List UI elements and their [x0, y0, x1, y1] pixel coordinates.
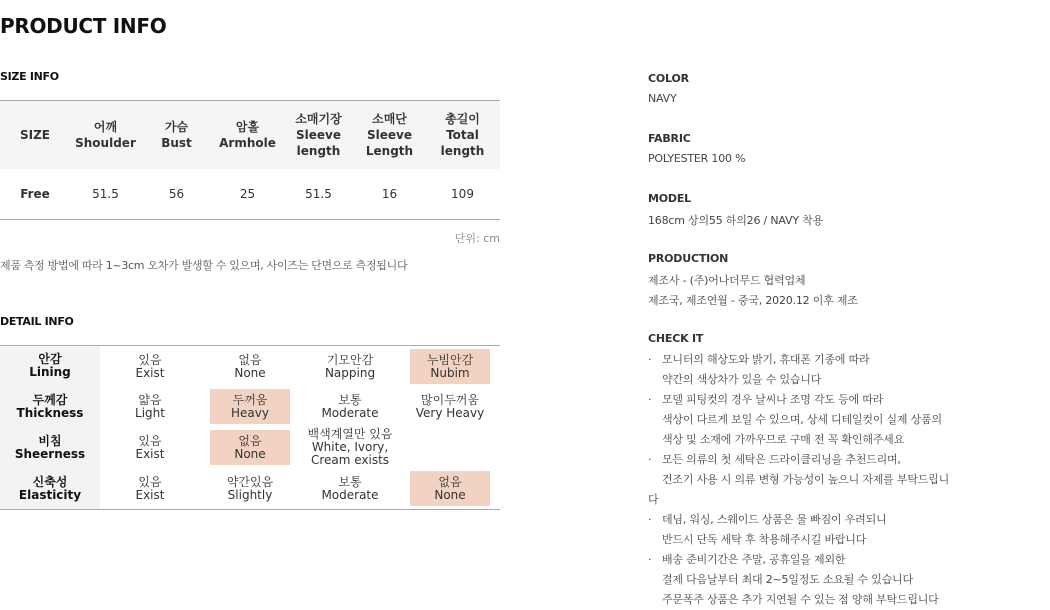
size-table-header	[0, 101, 500, 170]
color-label: COLOR	[648, 72, 689, 85]
check-item-line: 다	[648, 493, 659, 506]
detail-option-text: Moderate	[321, 487, 379, 502]
detail-option	[300, 471, 400, 506]
detail-table	[0, 345, 500, 510]
cell-size: Free	[0, 169, 70, 220]
check-item-line: 모델 피팅컷의 경우 날씨나 조명 각도 등에 따라	[662, 393, 884, 406]
detail-row-label-text: Lining	[29, 365, 71, 379]
header-sleeve-end: 소매단 Sleeve Length	[354, 101, 425, 170]
detail-option-text: 보통	[338, 474, 362, 489]
list-item	[648, 350, 948, 390]
check-item-line: 색상이 다르게 보일 수 있으며, 상세 디테일컷이 실제 상품의	[662, 413, 942, 426]
detail-option	[410, 389, 490, 424]
bullet-icon: ·	[648, 353, 652, 366]
table-row	[0, 169, 500, 220]
detail-option	[300, 389, 400, 424]
detail-option-text: 없음	[238, 433, 262, 448]
detail-option-text: Exist	[135, 446, 165, 461]
size-table	[0, 100, 500, 220]
detail-option-text: 있음	[138, 474, 162, 489]
detail-option-text: None	[434, 487, 466, 502]
detail-option-text: Napping	[324, 365, 376, 380]
detail-option-text: Cream exists	[310, 453, 390, 467]
detail-option-text: 얇음	[138, 392, 162, 407]
header-sleeve-length: 소매기장 Sleeve length	[283, 101, 354, 170]
detail-row-label-text: Thickness	[16, 405, 84, 420]
cell-sleeve-end: 16	[354, 169, 425, 220]
model-value: 168cm 상의55 하의26 / NAVY 착용	[648, 214, 823, 227]
detail-row-label	[0, 468, 100, 509]
detail-option	[210, 349, 290, 384]
color-value: NAVY	[648, 92, 677, 105]
page-title: PRODUCT INFO	[0, 14, 167, 38]
detail-option-text: 기모안감	[326, 352, 374, 367]
detail-row-label-text: 신축성	[32, 474, 68, 489]
header-bust: 가슴 Bust	[141, 101, 212, 170]
table-row	[0, 346, 500, 386]
header-shoulder: 어깨 Shoulder	[70, 101, 141, 170]
detail-option-text: Light	[135, 405, 165, 420]
check-item-line: 반드시 단독 세탁 후 착용해주시길 바랍니다	[662, 533, 867, 546]
header-size: SIZE	[0, 101, 70, 170]
header-total-length: 총길이 Total length	[425, 101, 500, 170]
list-item	[648, 390, 948, 450]
detail-option-selected	[210, 389, 290, 424]
cell-sleeve-length: 51.5	[283, 169, 354, 220]
detail-option-text: 누빔안감	[426, 352, 474, 367]
cell-bust: 56	[141, 169, 212, 220]
production-label: PRODUCTION	[648, 252, 729, 265]
detail-option-text: Moderate	[321, 405, 379, 420]
detail-option-text: None	[234, 446, 266, 461]
bullet-icon: ·	[648, 393, 652, 406]
production-line: 제조국, 제조연월 - 중국, 2020.12 이후 제조	[648, 294, 858, 307]
cell-total-length: 109	[425, 169, 500, 220]
detail-row-label	[0, 386, 100, 427]
detail-option	[300, 349, 400, 384]
fabric-value: POLYESTER 100 %	[648, 152, 746, 165]
check-item-line: 색상 및 소재에 가까우므로 구매 전 꼭 확인해주세요	[662, 433, 905, 446]
detail-option-selected	[410, 349, 490, 384]
detail-option-text: Slightly	[227, 487, 273, 502]
detail-option-text: 보통	[338, 392, 362, 407]
detail-row-label-text: 두께감	[32, 392, 68, 407]
detail-option-text: 백색계열만 있음	[307, 427, 393, 441]
cell-shoulder: 51.5	[70, 169, 141, 220]
check-item-line: 결제 다음날부터 최대 2~5일정도 소요될 수 있습니다	[662, 573, 913, 586]
detail-row-label	[0, 427, 100, 468]
detail-option-text: None	[234, 365, 266, 380]
detail-option-text: 없음	[438, 474, 462, 489]
header-armhole: 암홀 Armhole	[212, 101, 283, 170]
detail-option-text: 약간있음	[226, 474, 274, 489]
detail-option-text: 두꺼움	[232, 392, 268, 407]
detail-option-text: 있음	[138, 352, 162, 367]
detail-option	[410, 430, 490, 465]
detail-option-text: Very Heavy	[415, 405, 485, 420]
detail-option-selected	[410, 471, 490, 506]
measurement-note: 제품 측정 방법에 따라 1~3cm 오차가 발생할 수 있으며, 사이즈는 단면으로 측정됩니다	[0, 259, 408, 272]
detail-row-label-text: Sheerness	[14, 446, 86, 461]
detail-option	[110, 349, 190, 384]
check-item-line: 약간의 색상차가 있을 수 있습니다	[662, 373, 822, 386]
detail-option-text: Exist	[135, 487, 165, 502]
bullet-icon: ·	[648, 453, 652, 466]
check-item-line: 모니터의 해상도와 밝기, 휴대폰 기종에 따라	[662, 353, 870, 366]
production-line: 제조사 - (주)어나더무드 협력업체	[648, 274, 806, 287]
check-it-label: CHECK IT	[648, 332, 704, 345]
detail-option	[110, 471, 190, 506]
detail-option-selected	[210, 430, 290, 465]
detail-option	[110, 389, 190, 424]
detail-option-text: 많이두꺼움	[421, 392, 479, 407]
check-item-line: 모든 의류의 첫 세탁은 드라이클리닝을 추천드리며,	[662, 453, 901, 466]
detail-option-text: White, Ivory,	[311, 440, 389, 454]
list-item	[648, 550, 948, 610]
detail-row-label	[0, 346, 100, 386]
detail-row-label-text: 비침	[38, 433, 62, 448]
bullet-icon: ·	[648, 513, 652, 526]
detail-row-label-text: Elasticity	[18, 487, 82, 502]
fabric-label: FABRIC	[648, 132, 691, 145]
cell-armhole: 25	[212, 169, 283, 220]
unit-label: 단위: cm	[454, 232, 500, 245]
detail-option	[210, 471, 290, 506]
detail-row-label-text: 안감	[38, 352, 62, 366]
detail-info-label: DETAIL INFO	[0, 315, 74, 328]
detail-option-text: Exist	[135, 365, 165, 380]
check-item-line: 주문폭주 상품은 추가 지연될 수 있는 점 양해 부탁드립니다	[662, 593, 939, 606]
detail-option-text: Nubim	[430, 365, 470, 380]
detail-option	[110, 430, 190, 465]
check-list	[648, 350, 948, 610]
table-row	[0, 427, 500, 468]
table-row	[0, 468, 500, 509]
list-item	[648, 510, 948, 550]
check-item-line: 건조기 사용 시 의류 변형 가능성이 높으니 자제를 부탁드립니	[662, 473, 950, 486]
model-label: MODEL	[648, 192, 691, 205]
detail-option-text: 없음	[238, 352, 262, 367]
check-item-line: 데님, 워싱, 스웨이드 상품은 물 빠짐이 우려되니	[662, 513, 887, 526]
list-item	[648, 450, 948, 510]
size-info-label: SIZE INFO	[0, 70, 59, 83]
table-row	[0, 386, 500, 427]
detail-option	[300, 427, 400, 467]
bullet-icon: ·	[648, 553, 652, 566]
check-item-line: 배송 준비기간은 주말, 공휴일을 제외한	[662, 553, 846, 566]
detail-option-text: 있음	[138, 433, 162, 448]
detail-option-text: Heavy	[231, 405, 269, 420]
